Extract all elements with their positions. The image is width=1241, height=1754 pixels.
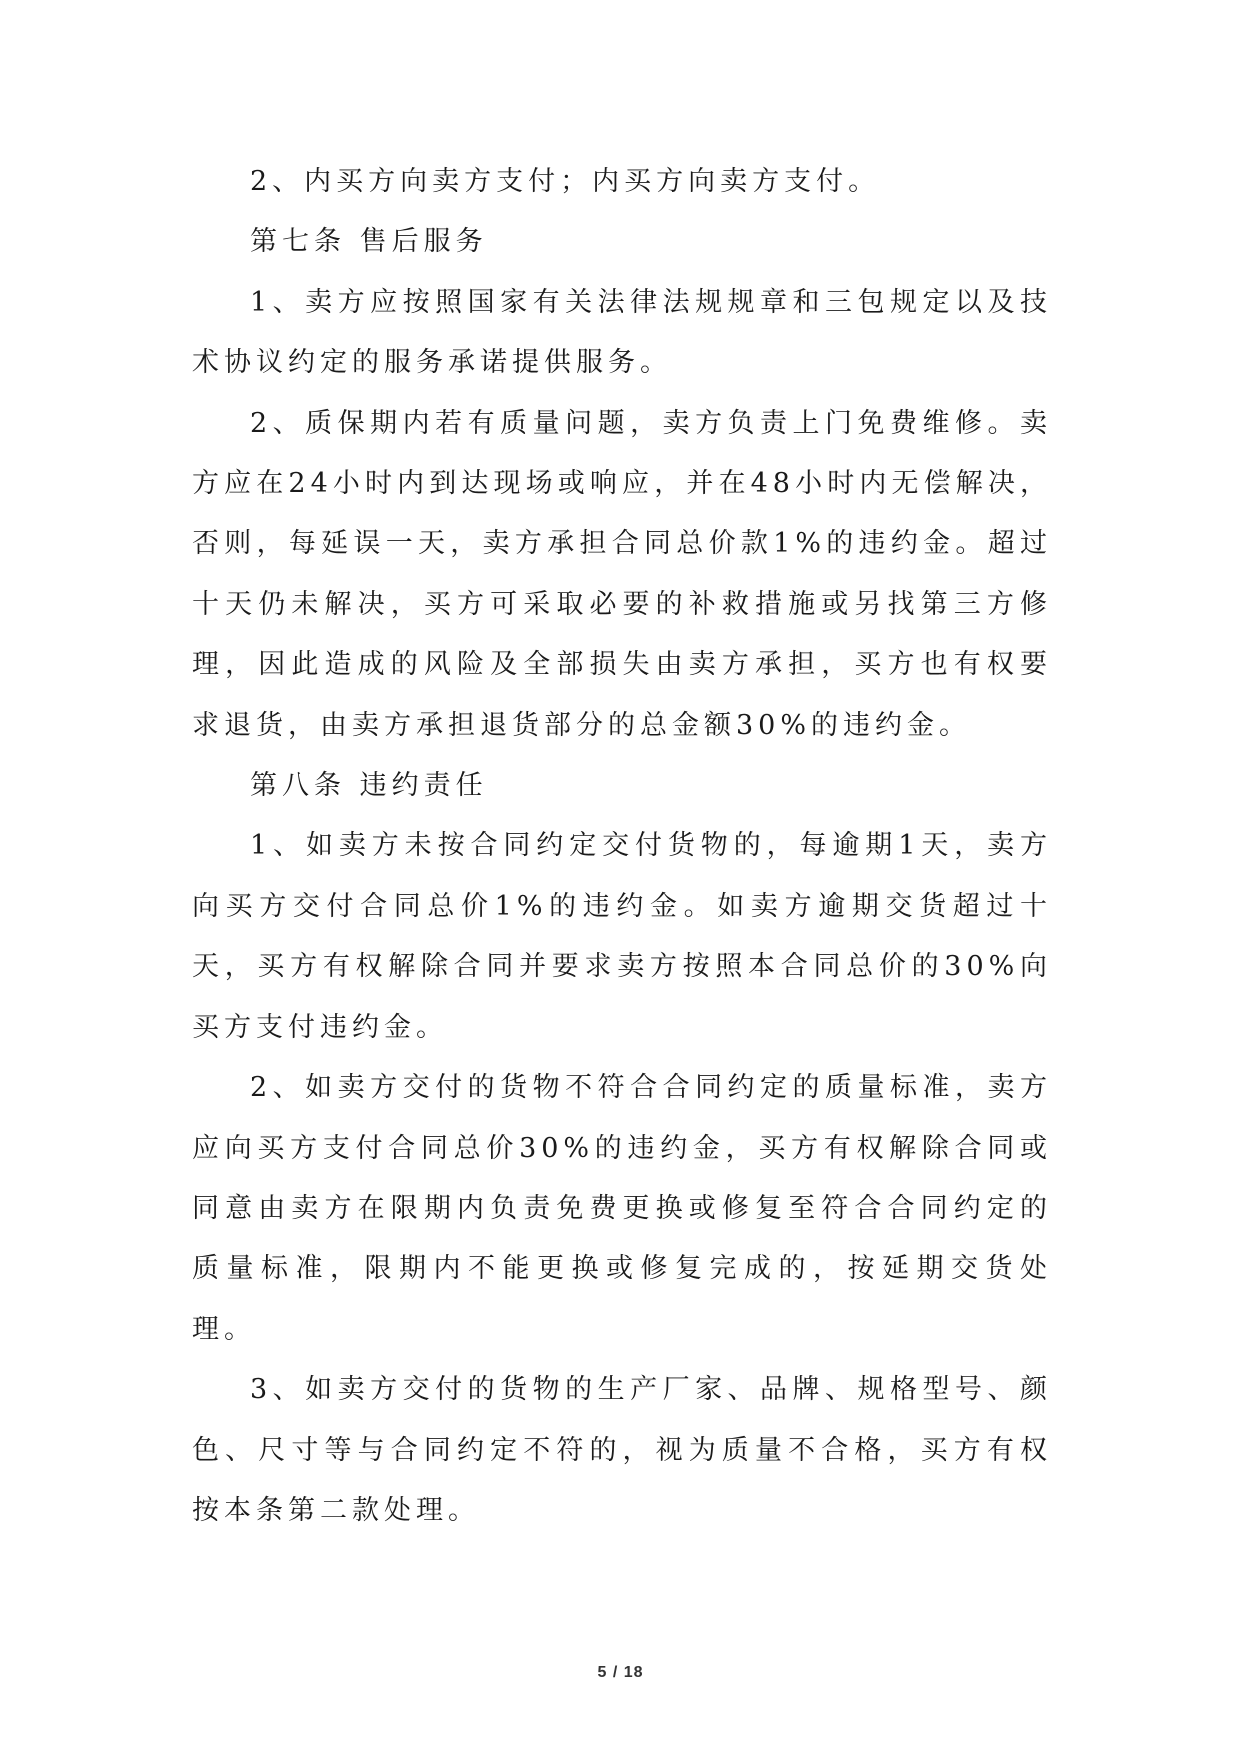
paragraph-service-clause-1: 1、卖方应按照国家有关法律法规规章和三包规定以及技术协议约定的服务承诺提供服务。 (192, 286, 1052, 379)
heading-article-seven: 第七条 售后服务 (250, 226, 488, 258)
paragraph-liability-clause-2: 2、如卖方交付的货物不符合合同约定的质量标准，卖方应向买方支付合同总价30%的违约金，买方有权解除合同或同意由卖方在限期内负责免费更换或修复至符合合同约定的质量标准，限期内不能更换或修复完成的，按延期交货处理。 (192, 1072, 1052, 1345)
heading-article-eight: 第八条 违约责任 (250, 770, 488, 802)
document-body (192, 152, 1052, 1541)
paragraph-service-clause-2: 2、质保期内若有质量问题，卖方负责上门免费维修。卖方应在24小时内到达现场或响应，并在48小时内无偿解决，否则，每延误一天，卖方承担合同总价款1%的违约金。超过十天仍未解决，买方可采取必要的补救措施或另找第三方修理，因此造成的风险及全部损失由卖方承担，买方也有权要求退货，由卖方承担退货部分的总金额30%的违约金。 (192, 407, 1052, 741)
page-number: 5 / 18 (597, 1664, 644, 1681)
paragraph-payment-clause: 2、内买方向卖方支付；内买方向卖方支付。 (250, 166, 881, 197)
paragraph-liability-clause-3: 3、如卖方交付的货物的生产厂家、品牌、规格型号、颜色、尺寸等与合同约定不符的，视为质量不合格，买方有权按本条第二款处理。 (192, 1374, 1052, 1526)
paragraph-liability-clause-1: 1、如卖方未按合同约定交付货物的，每逾期1天，卖方向买方交付合同总价1%的违约金。如卖方逾期交货超过十天，买方有权解除合同并要求卖方按照本合同总价的30%向买方支付违约金。 (192, 830, 1052, 1043)
